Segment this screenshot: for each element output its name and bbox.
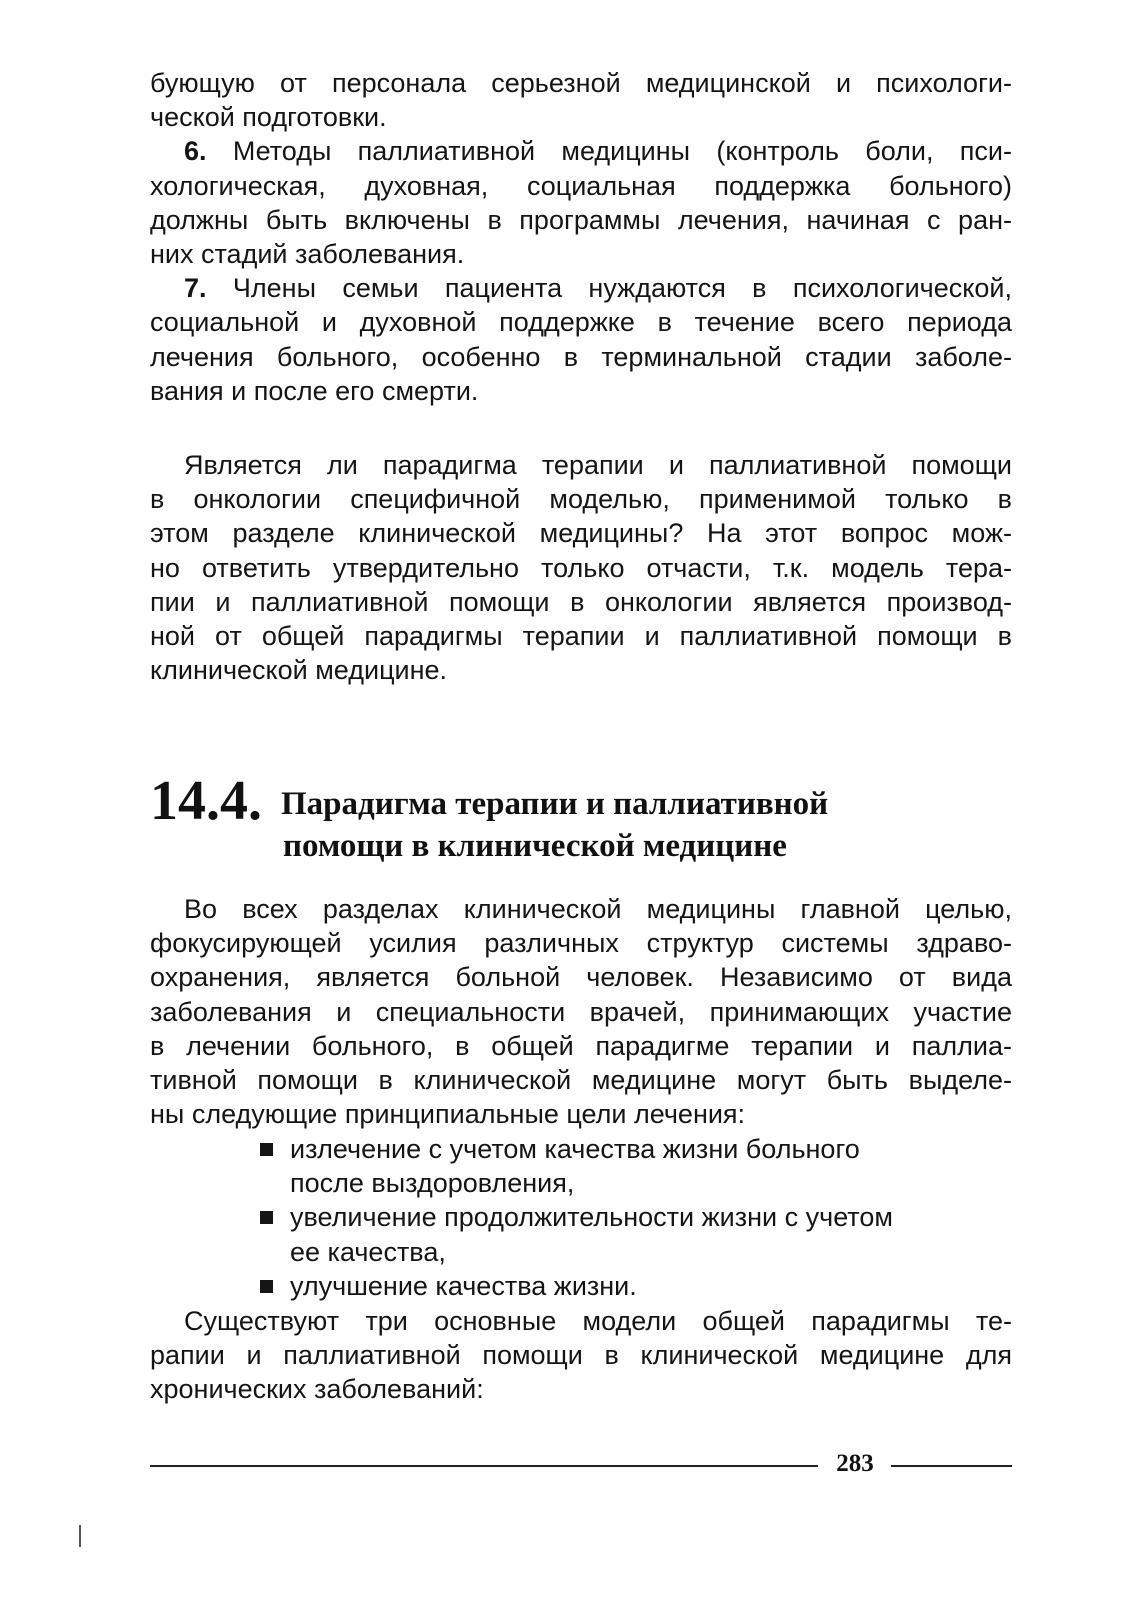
list-item: [258, 1269, 958, 1303]
square-bullet-icon: [260, 1280, 273, 1293]
text-line: должны быть включены в программы лечения, начиная с ран-: [150, 204, 1012, 235]
text-line: социальной и духовной поддержке в течение всего периода: [150, 307, 1012, 338]
text-line: этом разделе клинической медицины? На этот вопрос мож-: [150, 518, 1012, 549]
list-item-line: после выздоровления,: [290, 1168, 575, 1199]
text-line: заболевания и специальности врачей, принимающих участие: [150, 996, 1012, 1027]
top-text-block: [150, 66, 1012, 408]
text-line: хронических заболеваний:: [150, 1374, 484, 1405]
section-title-line-2: помощи в клинической медицине: [283, 828, 787, 864]
text-line: бующую от персонала серьезной медицинской и психологи-: [150, 68, 1012, 98]
scan-margin-mark: [79, 1525, 81, 1547]
text-line: Во всех разделах клинической медицины главной целью,: [184, 894, 1012, 924]
text-line: в онкологии специфичной моделью, применимой только в: [150, 484, 1012, 515]
text-line: лечения больного, особенно в терминальной стадии заболе-: [150, 341, 1012, 372]
page-number: 283: [836, 1450, 874, 1477]
text-line: но ответить утвердительно только отчасти, т.к. модель тера-: [150, 552, 1012, 583]
section-number: 14.4.: [150, 770, 262, 832]
list-item-line: ее качества,: [290, 1236, 446, 1267]
text-line: Является ли парадигма терапии и паллиативной помощи: [184, 450, 1012, 480]
text-line: Методы паллиативной медицины (контроль боли, пси-: [232, 136, 1012, 167]
section-title-line-1: Парадигма терапии и паллиативной: [281, 786, 829, 822]
square-bullet-icon: [260, 1143, 273, 1156]
square-bullet-icon: [260, 1211, 273, 1224]
text-line: рапии и паллиативной помощи в клинической медицине для: [150, 1340, 1012, 1371]
text-line: охранения, является больной человек. Независимо от вида: [150, 962, 1012, 993]
text-line: фокусирующей усилия различных структур системы здраво-: [150, 928, 1012, 959]
text-line: них стадий заболевания.: [150, 239, 465, 270]
text-line: хологическая, духовная, социальная поддержка больного): [150, 170, 1012, 201]
text-line: ной от общей парадигмы терапии и паллиативной помощи в: [150, 621, 1012, 652]
text-line: в лечении больного, в общей парадигме терапии и паллиа-: [150, 1030, 1012, 1061]
item-number: 6.: [184, 136, 207, 167]
text-line: клинической медицине.: [150, 655, 448, 686]
list-item-line: излечение с учетом качества жизни больного: [290, 1134, 860, 1164]
text-line: ны следующие принципиальные цели лечения:: [150, 1099, 746, 1130]
numbered-item-7-first-line: [150, 271, 1012, 305]
footer-rule-left: [150, 1465, 818, 1467]
text-line: пии и паллиативной помощи в онкологии является производ-: [150, 586, 1012, 617]
list-item: [258, 1132, 958, 1200]
text-line: вания и после его смерти.: [150, 375, 479, 406]
list-item: [258, 1200, 958, 1268]
question-paragraph: [150, 448, 1012, 687]
numbered-item-6-first-line: [150, 134, 1012, 168]
text-line: ческой подготовки.: [150, 102, 387, 133]
list-item-line: увеличение продолжительности жизни с учетом: [290, 1202, 893, 1233]
text-line: тивной помощи в клинической медицине могут быть выделе-: [150, 1065, 1012, 1096]
models-paragraph: [150, 1304, 1012, 1407]
footer-rule-right: [891, 1465, 1012, 1467]
item-number: 7.: [184, 273, 207, 304]
list-item-line: улучшение качества жизни.: [290, 1270, 637, 1301]
section-paragraph: [150, 892, 1012, 1131]
goals-bullet-list: [258, 1132, 958, 1303]
text-line: Существуют три основные модели общей парадигмы те-: [184, 1306, 1012, 1336]
text-line: Члены семьи пациента нуждаются в психологической,: [232, 273, 1012, 304]
